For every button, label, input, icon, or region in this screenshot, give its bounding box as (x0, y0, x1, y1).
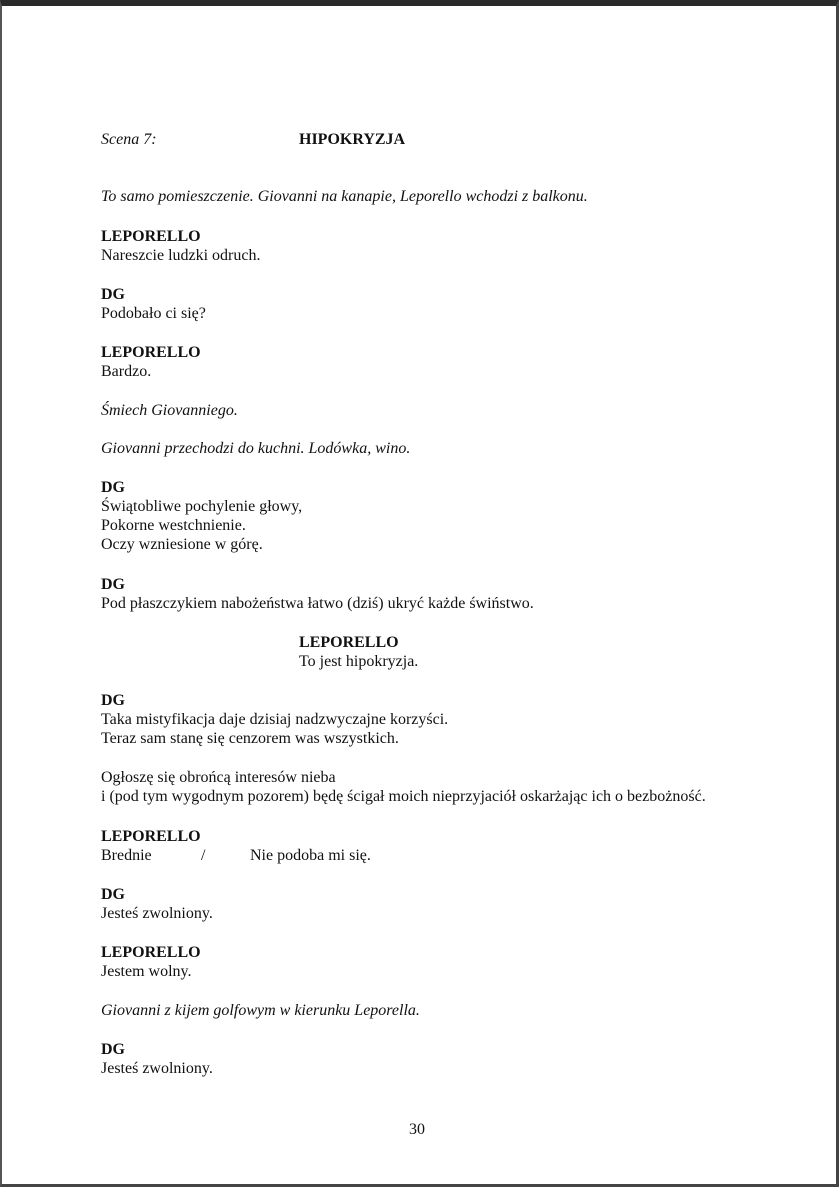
speaker-name: DG (101, 479, 125, 496)
speaker-name: LEPORELLO (101, 944, 201, 961)
dialogue-line: Jesteś zwolniony. (101, 905, 213, 922)
dialogue-line: Teraz sam stanę się cenzorem was wszystkich. (101, 730, 399, 747)
speaker-name: LEPORELLO (101, 228, 201, 245)
scene-title: HIPOKRYZJA (299, 131, 406, 148)
dialogue-line: Nie podoba mi się. (250, 847, 371, 864)
scene-label: Scena 7: (101, 131, 157, 148)
speaker-name: DG (101, 286, 125, 303)
stage-direction: Giovanni przechodzi do kuchni. Lodówka, wino. (101, 440, 411, 457)
dialogue-line: i (pod tym wygodnym pozorem) będę ścigał moich nieprzyjaciół oskarżając ich o bezbożność. (101, 788, 706, 805)
page-number: 30 (409, 1121, 425, 1138)
dialogue-line: Brednie (101, 847, 152, 864)
dialogue-line: Jestem wolny. (101, 963, 192, 980)
dialogue-line: Oczy wzniesione w górę. (101, 536, 263, 553)
speaker-name: LEPORELLO (299, 634, 399, 651)
dialogue-line: Nareszcie ludzki odruch. (101, 247, 261, 264)
dialogue-line: Bardzo. (101, 363, 152, 380)
dialogue-line: Jesteś zwolniony. (101, 1060, 213, 1077)
dialogue-line: Pokorne westchnienie. (101, 517, 246, 534)
dialogue-line: Świątobliwe pochylenie głowy, (101, 498, 303, 515)
speaker-name: DG (101, 1041, 125, 1058)
stage-direction: Śmiech Giovanniego. (101, 402, 238, 419)
dialogue-separator: / (201, 847, 206, 864)
dialogue-line: To jest hipokryzja. (299, 653, 419, 670)
speaker-name: LEPORELLO (101, 828, 201, 845)
stage-direction: Giovanni z kijem golfowym w kierunku Leporella. (101, 1002, 420, 1019)
speaker-name: DG (101, 692, 125, 709)
dialogue-line: Podobało ci się? (101, 305, 206, 322)
dialogue-line: Ogłoszę się obrońcą interesów nieba (101, 769, 336, 786)
speaker-name: DG (101, 576, 125, 593)
dialogue-line: Taka mistyfikacja daje dzisiaj nadzwyczajne korzyści. (101, 711, 449, 728)
speaker-name: LEPORELLO (101, 344, 201, 361)
speaker-name: DG (101, 886, 125, 903)
dialogue-line: Pod płaszczykiem nabożeństwa łatwo (dziś) ukryć każde świństwo. (101, 595, 534, 612)
stage-direction: To samo pomieszczenie. Giovanni na kanapie, Leporello wchodzi z balkonu. (101, 188, 588, 205)
